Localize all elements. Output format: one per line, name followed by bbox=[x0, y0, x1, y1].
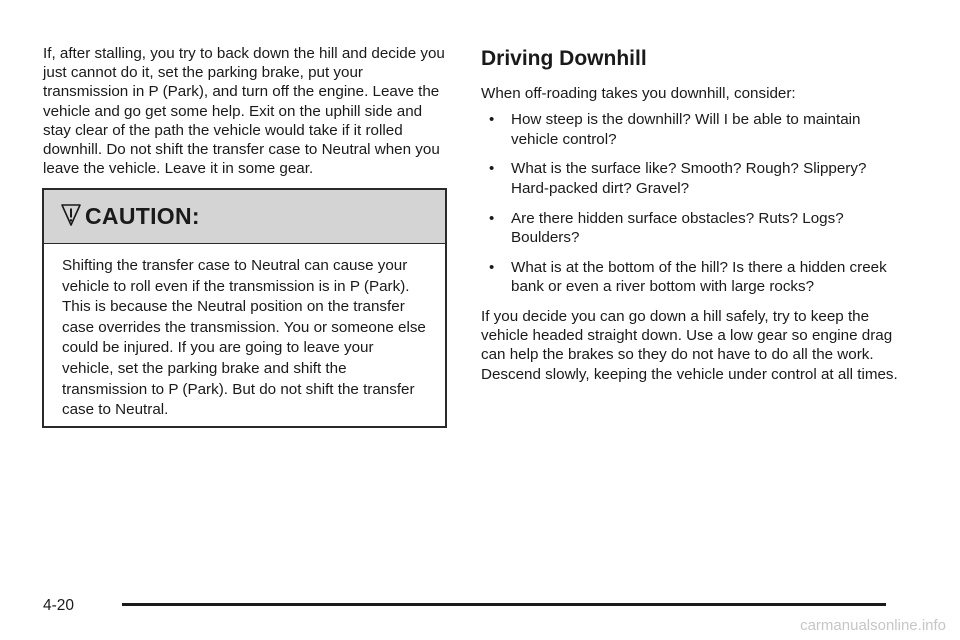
caution-header bbox=[44, 190, 445, 244]
section-intro: When off-roading takes you downhill, consider: bbox=[481, 85, 796, 102]
bullet-icon: • bbox=[489, 111, 495, 129]
right-column bbox=[481, 44, 901, 384]
bullet-icon: • bbox=[489, 209, 495, 227]
bullet-icon: • bbox=[489, 258, 495, 276]
list-item bbox=[481, 209, 901, 248]
list-item-text: Are there hidden surface obstacles? Ruts? Logs? Boulders? bbox=[511, 209, 844, 247]
considerations-list bbox=[481, 110, 901, 297]
watermark: carmanualsonline.info bbox=[800, 617, 946, 634]
list-item bbox=[481, 110, 901, 149]
page-number: 4-20 bbox=[43, 597, 75, 614]
list-item bbox=[481, 258, 901, 297]
caution-triangle-icon bbox=[60, 203, 82, 229]
list-item-text: What is the surface like? Smooth? Rough? Slippery? Hard-packed dirt? Gravel? bbox=[511, 160, 867, 197]
caution-body: Shifting the transfer case to Neutral can cause your vehicle to roll even if the transmission is in P (Park). This is because the Neutral position on the transfer case overrides the transmission. You or someone else could be injured. If you are going to leave your vehicle, set the parking brake and shift the transmission to P (Park). But do not shift the transfer case to Neutral. bbox=[62, 257, 426, 419]
caution-box bbox=[42, 188, 447, 428]
list-item-text: What is at the bottom of the hill? Is there a hidden creek bank or even a river bottom with large rocks? bbox=[511, 258, 887, 296]
footer-divider bbox=[122, 603, 886, 606]
list-item-text: How steep is the downhill? Will I be able to maintain vehicle control? bbox=[511, 111, 861, 148]
closing-paragraph: If you decide you can go down a hill safely, try to keep the vehicle headed straight down. Use a low gear so engine drag can help the brakes so they do not have to do all the work. Descend slowly, keeping the vehicle under control at all times. bbox=[481, 307, 898, 383]
section-title: Driving Downhill bbox=[481, 47, 647, 70]
caution-title: CAUTION: bbox=[85, 203, 200, 229]
stalling-paragraph: If, after stalling, you try to back down the hill and decide you just cannot do it, set the parking brake, put your transmission in P (Park), and turn off the engine. Leave the vehicle and go get some help. Exit on the uphill side and stay clear of the path the vehicle would take if it rolled downhill. Do not shift the transfer case to Neutral when you leave the vehicle. Leave it in some gear. bbox=[43, 45, 445, 178]
left-column bbox=[43, 44, 447, 178]
bullet-icon: • bbox=[489, 160, 495, 178]
list-item bbox=[481, 159, 901, 198]
